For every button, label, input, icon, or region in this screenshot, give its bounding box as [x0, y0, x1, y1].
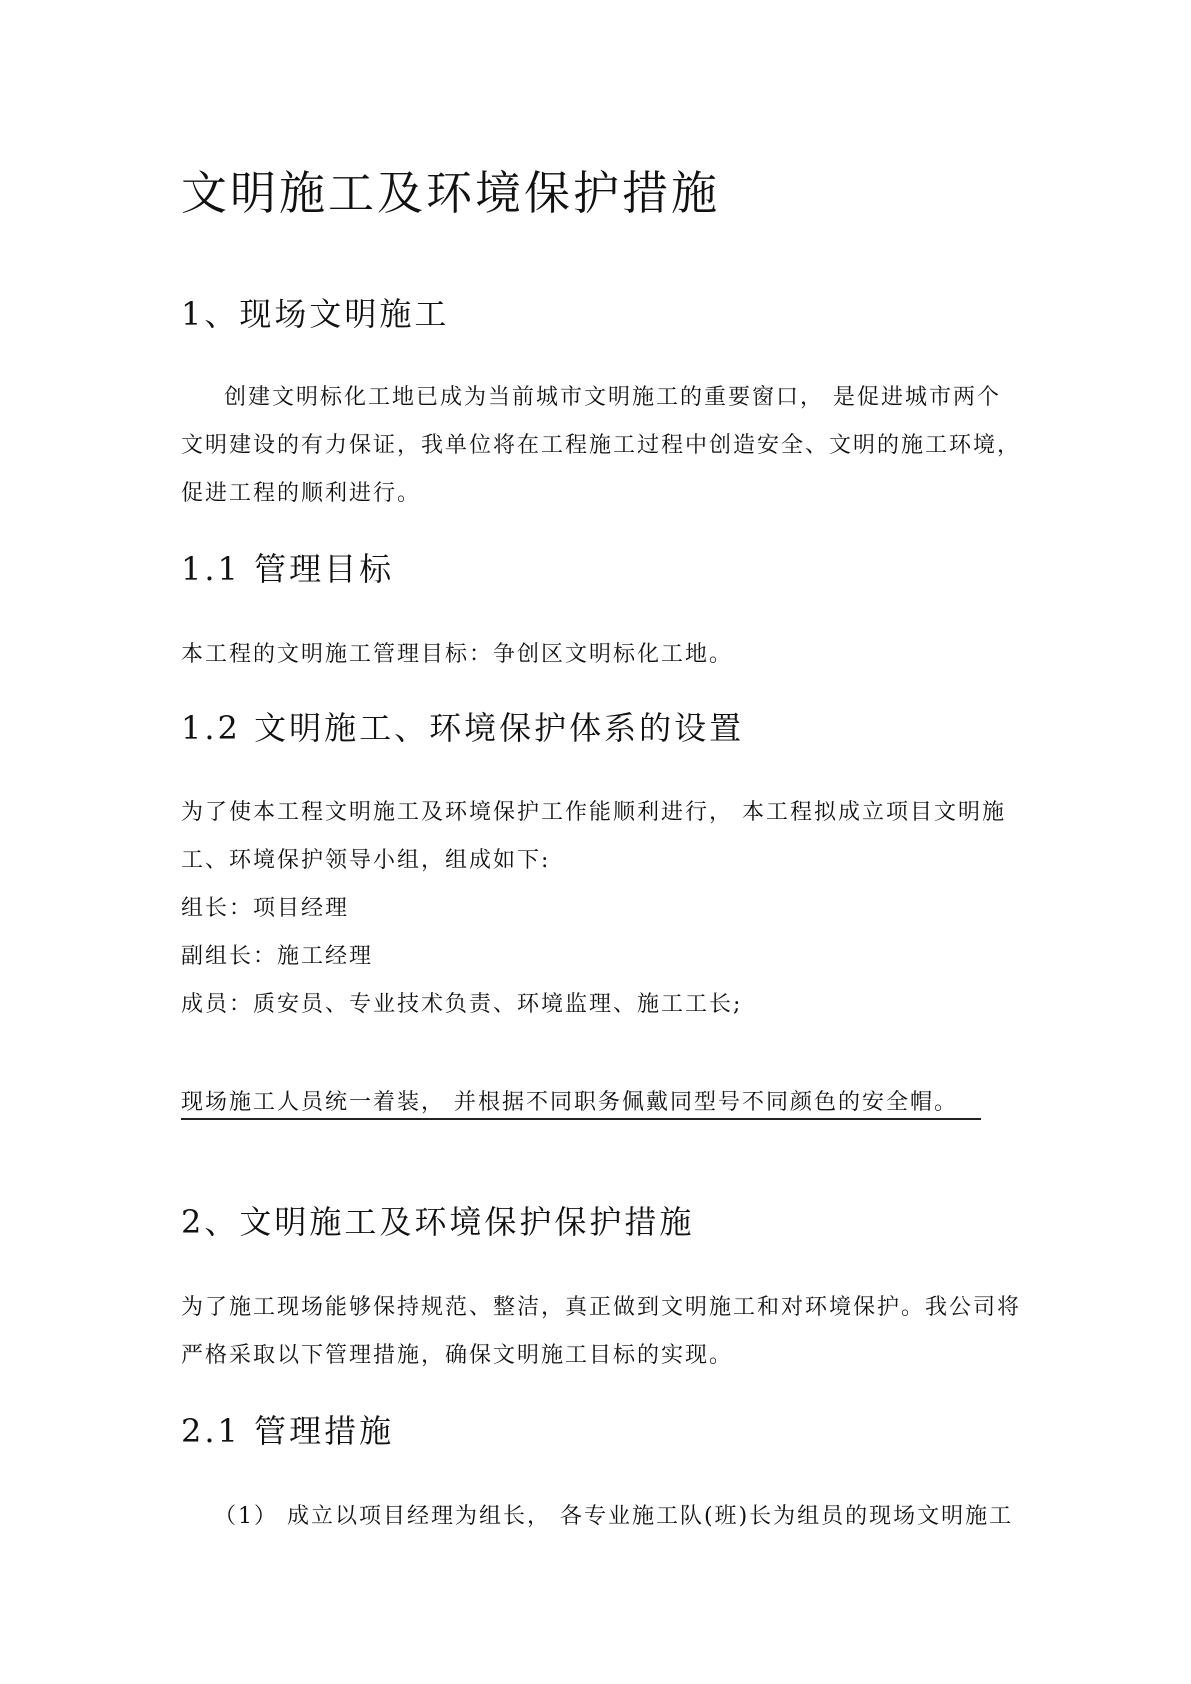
section-1-heading: 1、现场文明施工	[181, 295, 450, 333]
section-1-intro-line-3: 促进工程的顺利进行。	[181, 481, 422, 506]
section-1-1-heading: 1.1 管理目标	[181, 550, 395, 588]
section-1-intro-line-2: 文明建设的有力保证，我单位将在工程施工过程中创造安全、文明的施工环境，	[181, 433, 1022, 458]
section-2-heading: 2、文明施工及环境保护保护措施	[181, 1203, 695, 1241]
section-1-2-heading: 1.2 文明施工、环境保护体系的设置	[181, 709, 745, 747]
measure-item-1: （1） 成立以项目经理为组长， 各专业施工队(班)长为组员的现场文明施工	[214, 1504, 1014, 1529]
uniform-helmet-line: 现场施工人员统一着装， 并根据不同职务佩戴同型号不同颜色的安全帽。	[181, 1090, 958, 1115]
deputy-leader-line: 副组长：施工经理	[181, 944, 374, 969]
section-1-2-line-2: 工、环境保护领导小组，组成如下:	[181, 848, 551, 873]
team-leader-line: 组长：项目经理	[181, 896, 350, 921]
underline-rule	[181, 1118, 981, 1120]
section-2-line-1: 为了施工现场能够保持规范、整洁，真正做到文明施工和对环境保护。我公司将	[181, 1295, 1022, 1320]
section-2-line-2: 严格采取以下管理措施，确保文明施工目标的实现。	[181, 1343, 734, 1368]
section-1-intro-line-1: 创建文明标化工地已成为当前城市文明施工的重要窗口， 是促进城市两个	[224, 385, 1001, 410]
document-title: 文明施工及环境保护措施	[181, 166, 720, 220]
section-2-1-heading: 2.1 管理措施	[181, 1412, 395, 1450]
section-1-1-text: 本工程的文明施工管理目标：争创区文明标化工地。	[181, 642, 734, 667]
members-line: 成员：质安员、专业技术负责、环境监理、施工工长;	[181, 992, 743, 1017]
section-1-2-line-1: 为了使本工程文明施工及环境保护工作能顺利进行， 本工程拟成立项目文明施	[181, 800, 1006, 825]
